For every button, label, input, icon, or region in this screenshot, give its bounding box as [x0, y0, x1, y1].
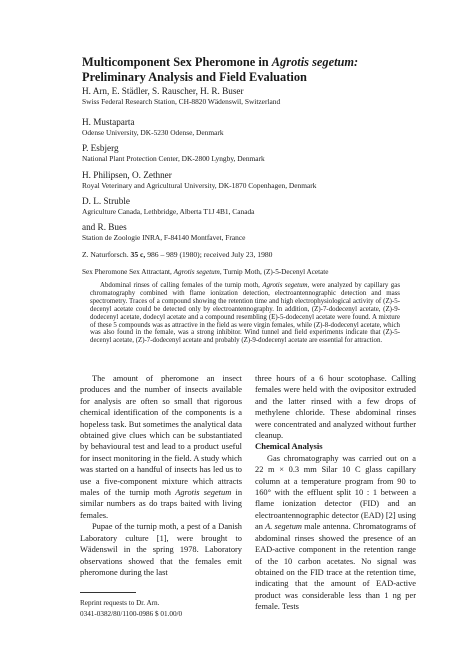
journal-volume: 35 c, [130, 250, 146, 259]
keywords [82, 268, 328, 276]
author-group [82, 196, 422, 216]
author-affiliation: Swiss Federal Research Station, CH-8820 Wädenswil, Switzerland [82, 97, 281, 106]
author-affiliation: Odense University, DK-5230 Odense, Denmark [82, 128, 224, 137]
keywords-text: Turnip Moth, (Z)-5-Decenyl Acetate [223, 268, 329, 276]
title-line1: Multicomponent Sex Pheromone in [82, 55, 269, 69]
body-paragraph: Gas chromatography was carried out on a 22 m × 0.3 mm Silar 10 C glass capillary column at a temperature program from 90 to 160° with the effluent split 10 : 1 between a flame ionization detector (FID) and an electroantennographic detector (EAD) [2] using an A. segetum male antenna. Chromatograms of abdominal rinses showed the presence of an EAD-active component in the retention range of the 10 carbon acetates. No signal was obtained on the FID trace at the retention time, indicating that the amount of EAD-active product was considerable less than 1 ng per female. Tests [255, 453, 417, 612]
title-line2: Preliminary Analysis and Field Evaluation [82, 70, 307, 84]
section-heading: Chemical Analysis [255, 441, 323, 452]
author-affiliation: Station de Zoologie INRA, F-84140 Montfavet, France [82, 233, 246, 242]
author-group [82, 143, 422, 163]
author-names: H. Mustaparta [82, 117, 135, 127]
body-column-left [80, 373, 242, 578]
abstract-text: Abdominal rinses of calling females of the turnip moth, [100, 282, 260, 289]
author-names: and R. Bues [82, 222, 127, 232]
author-affiliation: Royal Veterinary and Agricultural University, DK-1870 Copenhagen, Denmark [82, 181, 317, 190]
keywords-species: Agrotis segetum, [173, 268, 222, 276]
author-names: D. L. Struble [82, 196, 130, 206]
body-paragraph: three hours of a 6 hour scotophase. Calling females were held with the ovipositor extruded and the latter rinsed with a few drops of methylene chloride. These abdominal rinses were concentrated and analyzed without further cleanup. [255, 374, 416, 441]
abstract-text: were analyzed by capillary gas chromatography combined with flame ionization detection, electroantennographic detection and mass spectrometry. Traces of a compound showing the retention time and high electrophysiological activity of (Z)-5-decenyl acetate could be detected only by electroantennography. In addition, (Z)-7-dodecenyl acetate, (Z)-9-dodecenyl acetate, dodecyl acetate and a compound resembling (E)-5-dodecenyl acetate were found. A mixture of these 5 compounds was as attractive in the field as were virgin females, while (Z)-8-dodecenyl acetate, which was also found in the female, was a strong inhibitor. Wind tunnel and field experiments indicate that (Z)-5-decenyl acetate, (Z)-7-dodecenyl acetate and probably (Z)-9-dodecenyl acetate are essential for attraction. [90, 282, 400, 345]
author-group [82, 86, 422, 106]
abstract-species: Agrotis segetum, [262, 282, 310, 289]
author-group [82, 117, 422, 137]
paper-title [82, 55, 402, 85]
body-paragraph: The amount of pheromone an insect produces and the number of insects available for analysis are often so small that rigorous chemical identification of the components is a hopeless task. But sometimes the analytical data obtained give clues which can be substantiated by behavioural test and lead to a product useful for insect monitoring in the field. A study which was started on a handful of insects has led us to use a five-component mixture which attracts males of the turnip moth Agrotis segetum in similar numbers as do traps baited with living females. [80, 374, 243, 520]
title-species: Agrotis segetum: [271, 55, 359, 69]
footnote-rule [80, 592, 136, 593]
journal-citation [82, 250, 272, 259]
journal-pages-date: 986 – 989 (1980); received July 23, 1980 [147, 250, 273, 259]
abstract [90, 282, 400, 345]
author-group [82, 170, 422, 190]
author-group [82, 222, 422, 242]
journal-name: Z. Naturforsch. [82, 250, 129, 259]
article-code: 0341-0382/80/1100-0986 $ 01.00/0 [80, 610, 183, 618]
reprint-note: Reprint requests to Dr. Arn. [80, 599, 160, 607]
author-names: H. Philipsen, O. Zethner [82, 170, 172, 180]
keywords-text: Sex Pheromone Sex Attractant, [82, 268, 172, 276]
author-affiliation: Agriculture Canada, Lethbridge, Alberta T1J 4B1, Canada [82, 207, 255, 216]
author-affiliation: National Plant Protection Center, DK-2800 Lyngby, Denmark [82, 154, 265, 163]
body-column-right [255, 373, 416, 613]
body-paragraph: Pupae of the turnip moth, a pest of a Danish Laboratory culture [1], were brought to Wädenswil in the spring 1978. Laboratory observations showed that the females emit pheromone during the last [80, 522, 242, 577]
author-names: H. Arn, E. Städler, S. Rauscher, H. R. Buser [82, 86, 244, 96]
author-names: P. Esbjerg [82, 143, 119, 153]
